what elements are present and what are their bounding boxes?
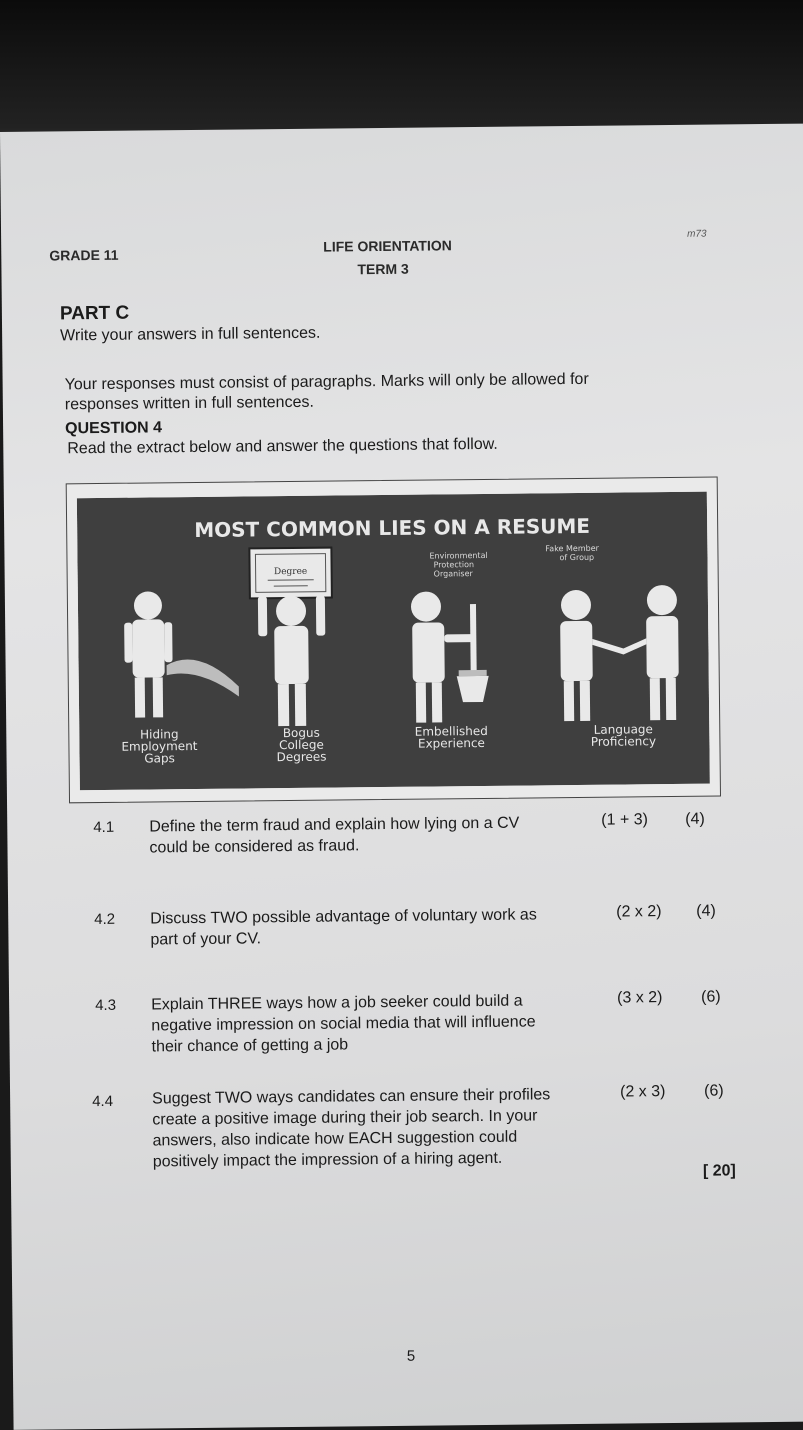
item-4-3-line-1: Explain THREE ways how a job seeker could build a	[151, 992, 523, 1014]
item-4-1-number: 4.1	[93, 818, 115, 837]
grade-label: GRADE 11	[49, 246, 119, 264]
item-4-4-line-3: answers, also indicate how EACH suggestion could	[152, 1128, 518, 1150]
item-4-3-line-3: their chance of getting a job	[151, 1036, 349, 1056]
page-number: 5	[406, 1347, 416, 1365]
svg-text:Employment: Employment	[121, 738, 198, 754]
item-4-2-number: 4.2	[94, 910, 116, 929]
environmental-tag: Environmental Protection Organiser	[429, 550, 488, 579]
question-total: [ 20]	[702, 1162, 736, 1180]
resume-lies-illustration	[66, 477, 721, 804]
item-4-1-line-1: Define the term fraud and explain how lying on a CV	[149, 814, 520, 836]
item-4-4-line-1: Suggest TWO ways candidates can ensure their profiles	[152, 1086, 551, 1108]
illustration-title: MOST COMMON LIES ON A RESUME	[194, 513, 591, 542]
item-4-2-allocation: (2 x 2)	[616, 903, 662, 921]
svg-text:Bogus: Bogus	[282, 725, 320, 741]
question-intro: Read the extract below and answer the questions that follow.	[67, 435, 498, 458]
item-4-4-marks: (6)	[703, 1082, 724, 1100]
corner-mark: m73	[687, 228, 707, 240]
note-line-1: Your responses must consist of paragraphs. Marks will only be allowed for	[64, 370, 589, 394]
item-4-1-marks: (4)	[685, 810, 705, 828]
svg-text:Hiding: Hiding	[139, 727, 179, 742]
item-4-4-line-2: create a positive image during their job search. In your	[152, 1107, 538, 1129]
svg-text:Experience: Experience	[417, 735, 485, 751]
part-instruction: Write your answers in full sentences.	[60, 324, 321, 345]
caption-embellished-experience	[415, 724, 488, 751]
degree-board-label: Degree	[273, 566, 308, 578]
item-4-1-allocation: (1 + 3)	[601, 811, 649, 829]
svg-text:Degrees: Degrees	[276, 749, 327, 765]
illustration-canvas	[77, 492, 710, 791]
question-title: QUESTION 4	[65, 419, 163, 438]
caption-bogus-degrees	[276, 726, 326, 765]
svg-text:Gaps: Gaps	[144, 751, 175, 766]
svg-text:Proficiency: Proficiency	[590, 734, 657, 749]
item-4-2-line-2: part of your CV.	[150, 930, 262, 949]
item-4-3-allocation: (3 x 2)	[617, 989, 663, 1007]
item-4-4-line-4: positively impact the impression of a hiring agent.	[152, 1149, 503, 1171]
item-4-3-number: 4.3	[95, 996, 117, 1015]
item-4-1-line-2: could be considered as fraud.	[149, 837, 360, 857]
exam-page	[0, 124, 803, 1430]
item-4-2-line-1: Discuss TWO possible advantage of voluntary work as	[150, 906, 537, 928]
item-4-3-marks: (6)	[701, 988, 721, 1006]
caption-language-proficiency	[591, 722, 656, 749]
svg-text:College: College	[278, 737, 324, 753]
note-line-2: responses written in full sentences.	[64, 393, 314, 414]
svg-text:Language: Language	[593, 722, 653, 737]
svg-text:Embellished: Embellished	[414, 723, 488, 739]
part-title: PART C	[59, 302, 130, 325]
fake-member-tag: Fake Member of Group	[545, 543, 599, 563]
term-label: TERM 3	[357, 260, 409, 278]
item-4-4-allocation: (2 x 3)	[619, 1083, 666, 1101]
item-4-4-number: 4.4	[92, 1092, 114, 1111]
subject-label: LIFE ORIENTATION	[323, 237, 452, 255]
item-4-2-marks: (4)	[696, 902, 716, 920]
item-4-3-line-2: negative impression on social media that will influence	[151, 1013, 536, 1035]
